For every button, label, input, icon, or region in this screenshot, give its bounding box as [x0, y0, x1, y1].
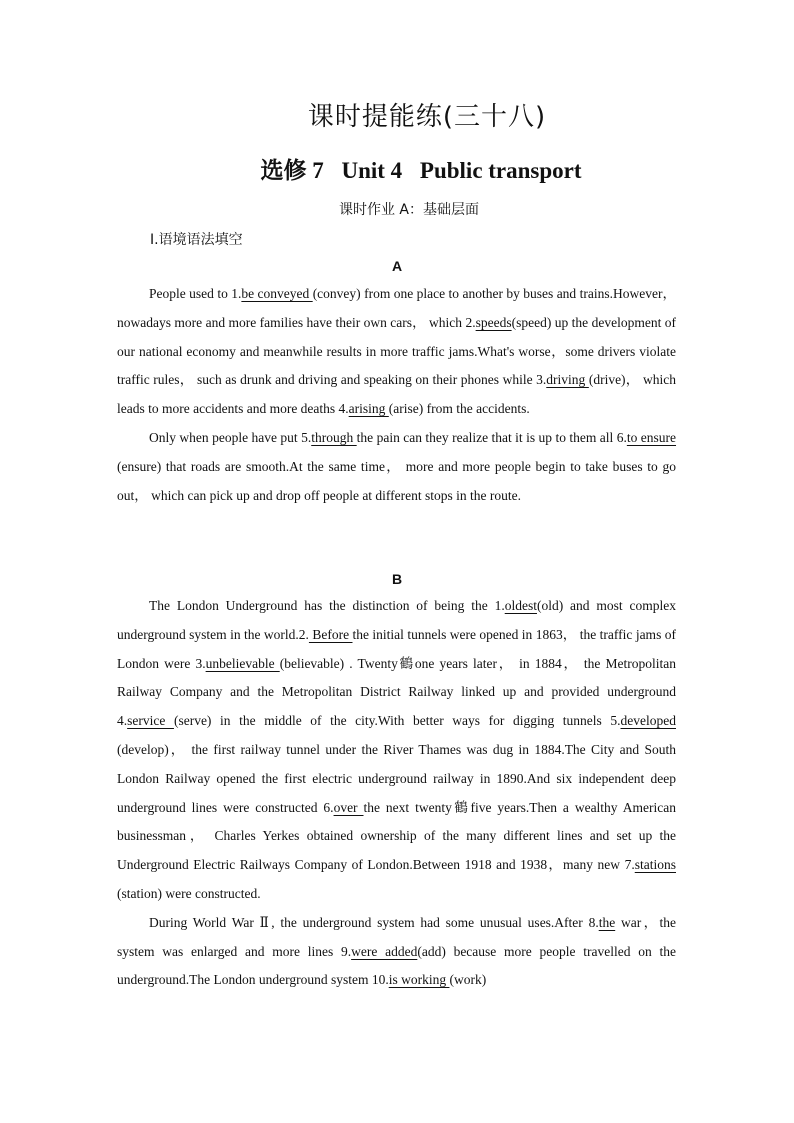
unit-number: Unit 4 [341, 158, 403, 183]
answer-blank: be conveyed [241, 286, 313, 301]
answer-blank: over [333, 799, 364, 815]
answer-blank: unbelievable [205, 655, 280, 671]
section-heading: Ⅰ.语境语法填空 [150, 232, 243, 248]
passage-a-paragraph-1: People used to 1.be conveyed (convey) from one place to another by buses and trains.However， nowadays more and more families have their own cars， which 2.speeds(speed) up the development of our national economy and meanwhile results in more traffic jams.What's worse，some drivers violate traffic rules， such as drunk and driving and speaking on their phones while 3.driving (drive)， which leads to more accidents and more deaths 4.arising (arise) from the accidents. [117, 286, 676, 417]
answer-blank: to ensure [626, 429, 677, 445]
answer-blank: were added [351, 943, 418, 959]
answer-blank: developed [620, 713, 676, 729]
answer-blank: the [598, 914, 616, 930]
answer-blank: speeds [475, 314, 512, 330]
passage-b [117, 592, 676, 995]
answer-blank: service [127, 713, 174, 729]
page-title: 课时提能练(三十八) [307, 102, 547, 132]
answer-blank: stations [634, 857, 676, 873]
answer-blank: driving [546, 372, 589, 388]
subtitle: 课时作业 A：基础层面 [338, 202, 480, 218]
unit-name: Public transport [419, 158, 582, 183]
answer-blank: Before [308, 626, 353, 642]
answer-blank: arising [348, 401, 389, 417]
passage-a [117, 280, 676, 510]
passage-a-paragraph-2: Only when people have put 5.through the pain can they realize that it is up to them all 6.to ensure (ensure) that roads are smooth.At the same time， more and more people begin to take buses to go out， which can pick up and drop off people at different stops in the route. [117, 429, 677, 503]
passage-b-paragraph-1: The London Underground has the distinction of being the 1.oldest(old) and most complex underground system in the world.2. Before the initial tunnels were opened in 1863， the traffic jams of London were 3.unbelievable (believable) . Twenty鶴one years later， in 1884， the Metropolitan Railway Company and the Metropolitan District Railway linked up and provided underground 4.service (serve) in the middle of the city.With better ways for digging tunnels 5.developed (develop)， the first railway tunnel under the River Thames was dug in 1884.The City and South London Railway opened the first electric underground railway in 1890.And six independent deep underground lines were constructed 6.over the next twenty鶴five years.Then a wealthy American businessman， Charles Yerkes obtained ownership of the many different lines and set up the Underground Electric Railways Company of London.Between 1918 and 1938，many new 7.stations (station) were constructed. [117, 598, 676, 901]
answer-blank: is working [388, 972, 450, 988]
passage-a-letter: A [391, 258, 403, 274]
answer-blank: through [311, 429, 357, 445]
unit-prefix: 选修 7 [260, 158, 324, 183]
unit-heading [0, 152, 794, 185]
passage-b-paragraph-2: During World War Ⅱ, the underground system had some unusual uses.After 8.the war，the system was enlarged and more lines 9.were added(add) because more people travelled on the underground.The London underground system 10.is working (work) [117, 914, 676, 988]
passage-b-letter: B [391, 571, 403, 587]
answer-blank: oldest [504, 598, 537, 613]
